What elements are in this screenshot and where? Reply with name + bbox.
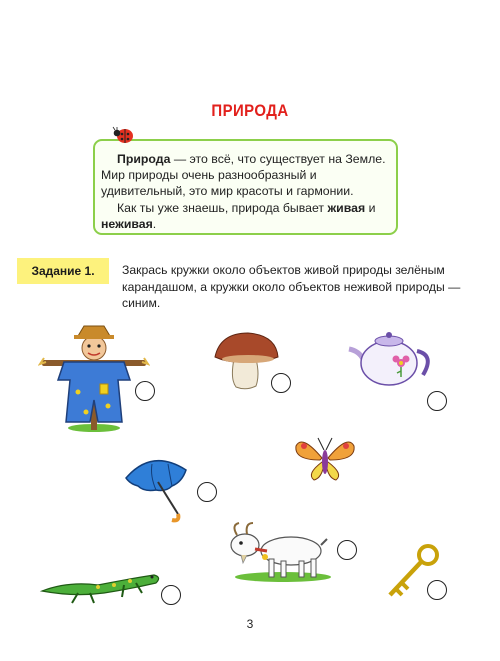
page-title: ПРИРОДА (211, 101, 289, 120)
intro-paragraph-2 (101, 200, 397, 232)
goat-image (221, 519, 333, 585)
intro-end: . (152, 216, 157, 231)
answer-circle-scarecrow[interactable] (135, 381, 155, 401)
intro-text (101, 151, 397, 232)
intro-definition: — это всё, что существует на Земле. Мир природы очень разнообразный и удивительный, это мир красоты и гармонии. (101, 152, 386, 199)
task-text: Закрась кружки около объектов живой природы зелёным карандашом, а кружки около объектов неживой природы — синим. (122, 263, 461, 310)
lizard-image (38, 567, 164, 605)
butterfly-image (292, 430, 358, 486)
umbrella-image (122, 452, 200, 524)
task-label: Задание 1. (17, 258, 109, 284)
intro-living: живая (327, 200, 366, 215)
page-number: 3 (246, 617, 254, 631)
ladybug-icon (112, 125, 136, 145)
answer-circle-goat[interactable] (337, 540, 357, 560)
teapot-image (343, 327, 437, 389)
answer-circle-lizard[interactable] (161, 585, 181, 605)
answer-circle-teapot[interactable] (427, 391, 447, 411)
answer-circle-umbrella[interactable] (197, 482, 217, 502)
intro-and: и (365, 200, 376, 215)
scarecrow-image (38, 322, 150, 434)
intro-nonliving: неживая (101, 216, 153, 231)
intro-term: Природа (117, 152, 171, 166)
answer-circle-mushroom[interactable] (271, 373, 291, 393)
answer-circle-key[interactable] (427, 580, 447, 600)
intro-paragraph-1 (101, 151, 397, 200)
intro-p2-start: Как ты уже знаешь, природа бывает (117, 200, 328, 215)
